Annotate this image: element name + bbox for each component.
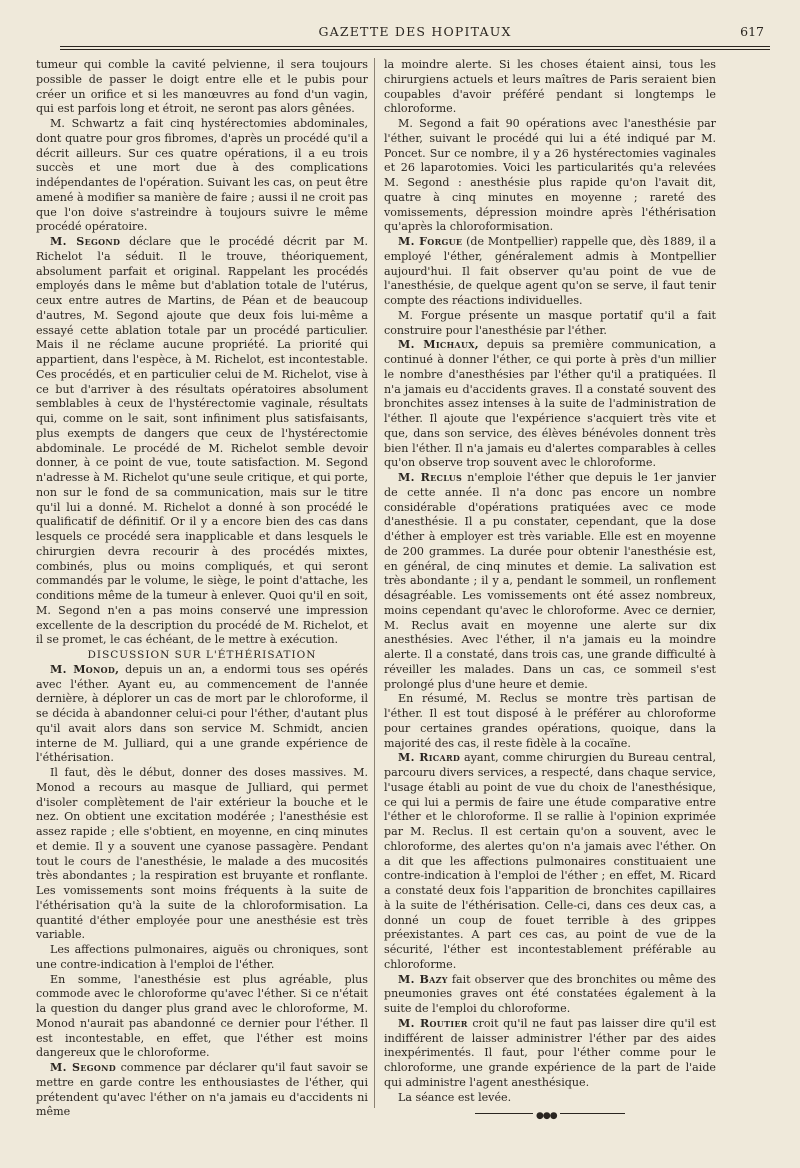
paragraph bbox=[36, 1061, 368, 1120]
paragraph: M. Forgue présente un masque portatif qu'il a fait construire pour l'anesthésie par l'éther. bbox=[384, 308, 716, 337]
ornament-icon: ●●● bbox=[533, 1109, 560, 1124]
paragraph bbox=[36, 235, 368, 648]
paragraph bbox=[384, 973, 716, 1017]
paragraph: Il faut, dès le début, donner des doses massives. M. Monod a recours au masque de Julliard, qui permet d'isoler complètement de l'air extérieur la bouche et le nez. On obtient une excitation modérée ; l'anesthésie est assez rapide ; elle s'obtient, en moyenne, en cinq minutes et demie. Il y a souvent une cyanose passagère. Pendant tout le cours de l'anesthésie, le malade a des mucosités très abondantes ; la respiration est bruyante et ronflante. Les vomissements sont moins fréquents à la suite de l'éthérisation qu'à la suite de la chloroformisation. La quantité d'éther employée pour une anesthésie est très variable. bbox=[36, 766, 368, 942]
speaker-name: M. Bazy bbox=[398, 972, 448, 986]
paragraph-text: fait observer que des bronchites ou même des pneumonies graves ont été constatées également à la suite de l'emploi du chloroforme. bbox=[384, 972, 716, 1015]
paragraph: La séance est levée. bbox=[398, 1090, 512, 1104]
paragraph-text: déclare que le procédé décrit par M. Richelot l'a séduit. Il le trouve, théoriquement, absolument parfait et original. Rappelant les procédés employés dans le même but d'ablation totale de l'utérus, ceux entre autres de Martins, de Péan et de beaucoup d'autres, M. Segond ajoute que deux fois lui-même a essayé cette ablation totale par un procédé particulier. Mais il ne réclame aucune propriété. La priorité qui appartient, dans l'espèce, à M. Richelot, est incontestable. Ces procédés, et en particulier celui de M. Richelot, vise à ce but d'arriver à des résultats opératoires absolument semblables à ceux de l'hystérectomie vaginale, résultats qui, comme on le sait, sont infiniment plus satisfaisants, plus exempts de dangers que ceux de l'hystérectomie abdominale. Le procédé de M. Richelot semble devoir donner, à ce point de vue, toute satisfaction. M. Segond n'adresse à M. Richelot qu'une seule critique, et qui porte, non sur le fond de sa communication, mais sur le titre qu'il lui a donné. M. Richelot a donné à son procédé le qualificatif de définitif. Or il y a encore bien des cas dans lesquels ce procédé sera inapplicable et dans lesquels le chirurgien devra recourir à des procédés mixtes, combinés, plus ou moins compliqués, et qui seront commandés par le volume, le siège, le point d'attache, les conditions même de la tumeur à enlever. Quoi qu'il en soit, M. Segond n'en a pas moins conservé une impression excellente de la description du procédé de M. Richelot, et il se promet, le cas échéant, de le mettre à exécution. bbox=[36, 235, 368, 647]
column-divider bbox=[374, 58, 375, 1108]
paragraph-text: depuis un an, a endormi tous ses opérés avec l'éther. Ayant eu, au commencement de l'année dernière, à déplorer un cas de mort par le chloroforme, il se décida à abandonner celui-ci pour l'éther, d'autant plus qu'il avait alors dans son service M. Schmidt, ancien interne de M. Julliard, qui a une grande expérience de l'éthérisation. bbox=[36, 662, 368, 765]
speaker-name: M. Reclus bbox=[398, 471, 463, 484]
paragraph-text: n'emploie l'éther que depuis le 1er janvier de cette année. Il n'a donc pas encore un nombre considérable d'opérations pratiquées avec ce mode d'anesthésie. Il a pu constater, cependant, que la dose d'éther à employer est très variable. Elle est en moyenne de 200 grammes. La durée pour obtenir l'anesthésie est, en général, de cinq minutes et demie. La salivation est très abondante ; il y a, pendant le sommeil, un ronflement désagréable. Les vomissements ont été assez nombreux, moins cependant qu'avec le chloroforme. Avec ce dernier, M. Reclus avait en moyenne une alerte sur dix anesthésies. Avec l'éther, il n'a jamais eu la moindre alerte. Il a constaté, dans trois cas, une grande difficulté à réveiller les malades. Dans un cas, ce sommeil s'est prolongé plus d'une heure et demie. bbox=[384, 471, 716, 691]
paragraph bbox=[384, 338, 716, 471]
paragraph bbox=[384, 1017, 716, 1091]
paragraph: M. Schwartz a fait cinq hystérectomies abdominales, dont quatre pour gros fibromes, d'après un procédé qu'il a décrit ailleurs. Sur ces quatre opérations, il a eu trois succès et une mort due à des complications indépendantes de l'opération. Suivant les cas, on peut être amené à modifier sa manière de faire ; aussi il ne croit pas que l'on doive s'astreindre à toujours suivre le même procédé opératoire. bbox=[36, 117, 368, 234]
paragraph: En somme, l'anesthésie est plus agréable, plus commode avec le chloroforme qu'avec l'éther. Si ce n'était la question du danger plus grand avec le chloroforme, M. Monod n'aurait pas abandonné ce dernier pour l'éther. Il est incontestable, en effet, que l'éther est moins dangereux que le chloroforme. bbox=[36, 972, 368, 1060]
section-heading: DISCUSSION SUR L'ÉTHÉRISATION bbox=[87, 649, 317, 661]
paragraph: En résumé, M. Reclus se montre très partisan de l'éther. Il est tout disposé à le préférer au chloroforme pour certaines grandes opérations, quoique, dans la majorité des cas, il reste fidèle à la cocaïne. bbox=[384, 692, 716, 750]
paragraph bbox=[384, 235, 716, 309]
end-ornament-rule bbox=[475, 1111, 625, 1122]
right-column bbox=[384, 58, 717, 1122]
left-column bbox=[36, 58, 368, 1120]
speaker-name: M. Forgue bbox=[398, 235, 463, 248]
paragraph: Les affections pulmonaires, aiguës ou chroniques, sont une contre-indication à l'emploi de l'éther. bbox=[36, 943, 368, 971]
paragraph bbox=[384, 471, 716, 692]
speaker-name: M. Routier bbox=[398, 1016, 468, 1030]
paragraph-text: depuis sa première communication, a continué à donner l'éther, ce qui porte à près d'un millier le nombre d'anesthésies par l'éther qu'il a pratiquées. Il n'a jamais eu d'accidents graves. Il a constaté souvent des bronchites assez intenses à la suite de l'administration de l'éther. Il ajoute que l'expérience s'acquiert très vite et que, dans son service, des élèves bénévoles donnent très bien l'éther. Il n'a jamais eu d'alertes comparables à celles qu'on observe trop souvent avec le chloroforme. bbox=[384, 338, 716, 470]
page-number: 617 bbox=[740, 24, 764, 39]
paragraph: la moindre alerte. Si les choses étaient ainsi, tous les chirurgiens actuels et leurs maîtres de Paris seraient bien coupables d'avoir préféré pendant si longtemps le chloroforme. bbox=[384, 58, 716, 116]
speaker-name: M. Michaux, bbox=[398, 338, 479, 352]
journal-title: GAZETTE DES HOPITAUX bbox=[318, 24, 512, 39]
paragraph-text: ayant, comme chirurgien du Bureau central, parcouru divers services, a respecté, dans chaque service, l'usage établi au point de vue du choix de l'anesthésique, ce qui lui a permis de faire une étude comparative entre l'éther et le chloroforme. Il se rallie à l'opinion exprimée par M. Reclus. Il est certain qu'on a souvent, avec le chloroforme, des alertes qu'on n'a jamais avec l'éther. On a dit que les affections pulmonaires constituaient une contre-indication à l'emploi de l'éther ; en effet, M. Ricard a constaté deux fois l'apparition de bronchites capillaires à la suite de l'éthérisation. Celle-ci, dans ces deux cas, a donné un coup de fouet terrible à des grippes préexistantes. A part ces cas, au point de vue de la sécurité, l'éther est incontestablement préférable au chloroforme. bbox=[384, 751, 717, 971]
page-header bbox=[60, 18, 770, 48]
speaker-name: M. Segond bbox=[50, 235, 121, 248]
paragraph: tumeur qui comble la cavité pelvienne, il sera toujours possible de passer le doigt entre elle et le pubis pour créer un orifice et si les manœuvres au fond d'un vagin, qui est parfois long et étroit, ne seront pas alors gênées. bbox=[36, 58, 368, 116]
paragraph-text: croit qu'il ne faut pas laisser dire qu'il est indifférent de laisser administrer l'éther par des aides inexpérimentés. Il faut, pour l'éther comme pour le chloroforme, une grande expérience de la part de l'aide qui administre l'agent anesthésique. bbox=[384, 1016, 716, 1089]
speaker-name: M. Ricard bbox=[398, 751, 461, 765]
paragraph: M. Segond a fait 90 opérations avec l'anesthésie par l'éther, suivant le procédé qui lui a été indiqué par M. Poncet. Sur ce nombre, il y a 26 hystérectomies vaginales et 26 laparotomies. Voici les particularités qu'a relevées M. Segond : anesthésie plus rapide qu'on l'avait dit, quatre à cinq minutes en moyenne ; rareté des vomissements, dépression moindre après l'éthérisation qu'après la chloroformisation. bbox=[384, 117, 716, 234]
paragraph bbox=[36, 663, 368, 766]
paragraph-text: (de Montpellier) rappelle que, dès 1889, il a employé l'éther, généralement admis à Montpellier aujourd'hui. Il fait observer qu'au point de vue de l'anesthésie, de quelque agent qu'on se serve, il faut tenir compte des réactions individuelles. bbox=[384, 235, 716, 307]
paragraph bbox=[384, 751, 716, 972]
paragraph-text: commence par déclarer qu'il faut savoir se mettre en garde contre les enthousiastes de l'éther, qui prétendent qu'avec l'éther on n'a jamais eu d'accidents ni même bbox=[36, 1061, 368, 1119]
speaker-name: M. Monod, bbox=[50, 662, 120, 676]
speaker-name: M. Segond bbox=[50, 1061, 116, 1074]
header-rule bbox=[60, 46, 770, 50]
